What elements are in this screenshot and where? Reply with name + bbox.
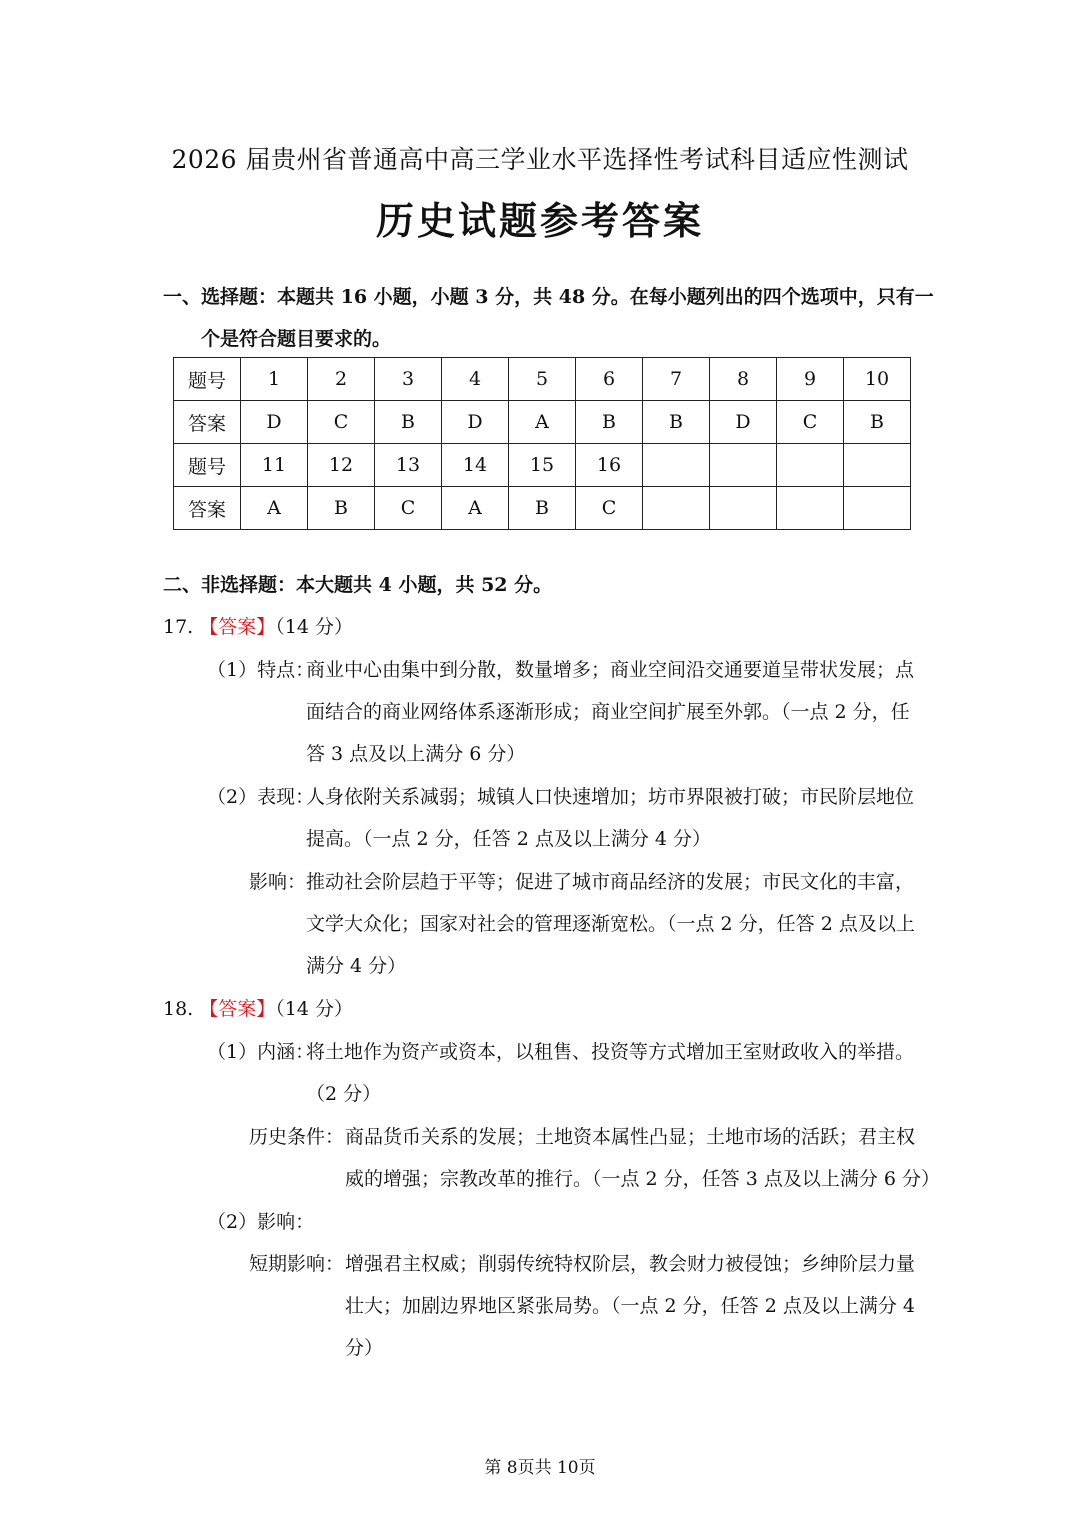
table-cell: B — [576, 401, 643, 444]
table-cell — [844, 444, 911, 487]
table-cell: 9 — [777, 358, 844, 401]
table-row — [174, 487, 911, 530]
table-cell: A — [442, 487, 509, 530]
q17-part2-line: 提高。（一点 2 分，任答 2 点及以上满分 4 分） — [306, 828, 712, 850]
q18-part1-line: （2 分） — [306, 1083, 382, 1105]
table-cell — [710, 487, 777, 530]
table-cell: 11 — [241, 444, 308, 487]
table-cell: 3 — [375, 358, 442, 401]
table-cell: 4 — [442, 358, 509, 401]
question-score: （14 分） — [275, 616, 353, 638]
table-cell-label: 题号 — [174, 444, 241, 487]
section2-heading: 二、非选择题：本大题共 4 小题，共 52 分。 — [163, 574, 553, 596]
q18-part1-label: （1）内涵： — [207, 1041, 315, 1063]
table-cell: 2 — [308, 358, 375, 401]
q17-part3-label: 影响： — [249, 871, 307, 893]
table-cell: B — [844, 401, 911, 444]
table-cell: B — [375, 401, 442, 444]
q18-part3-label: （2）影响： — [207, 1211, 315, 1233]
table-cell: C — [777, 401, 844, 444]
table-cell: 10 — [844, 358, 911, 401]
table-cell: 16 — [576, 444, 643, 487]
table-cell — [777, 487, 844, 530]
section1-heading: 一、选择题：本题共 16 小题，小题 3 分，共 48 分。在每小题列出的四个选项中，只有一 — [163, 286, 934, 308]
table-cell: B — [643, 401, 710, 444]
table-cell: 1 — [241, 358, 308, 401]
table-cell — [777, 444, 844, 487]
q17-header — [163, 612, 353, 639]
q18-header — [163, 994, 353, 1021]
q18-part4-line: 增强君主权威；削弱传统特权阶层，教会财力被侵蚀；乡绅阶层力量 — [345, 1253, 916, 1275]
table-cell: 8 — [710, 358, 777, 401]
page-footer: 第 8页共 10页 — [484, 1458, 596, 1478]
table-cell — [643, 444, 710, 487]
table-cell: 5 — [509, 358, 576, 401]
answer-table — [173, 357, 911, 530]
table-cell-label: 答案 — [174, 401, 241, 444]
table-cell-label: 答案 — [174, 487, 241, 530]
table-cell-label: 题号 — [174, 358, 241, 401]
q17-part1-line: 答 3 点及以上满分 6 分） — [306, 743, 526, 765]
q18-part4-label: 短期影响： — [249, 1253, 345, 1275]
table-cell: 14 — [442, 444, 509, 487]
table-cell: D — [241, 401, 308, 444]
table-cell: 6 — [576, 358, 643, 401]
q17-part1-line: 面结合的商业网络体系逐渐形成；商业空间扩展至外郭。（一点 2 分，任 — [306, 701, 910, 723]
table-cell: A — [241, 487, 308, 530]
table-cell: B — [509, 487, 576, 530]
question-score: （14 分） — [275, 998, 353, 1020]
table-cell: C — [576, 487, 643, 530]
table-row — [174, 444, 911, 487]
table-cell: 7 — [643, 358, 710, 401]
exam-subtitle: 2026 届贵州省普通高中高三学业水平选择性考试科目适应性测试 — [171, 145, 909, 174]
table-cell: C — [308, 401, 375, 444]
table-cell: D — [710, 401, 777, 444]
table-cell: 12 — [308, 444, 375, 487]
q17-part3-line: 文学大众化；国家对社会的管理逐渐宽松。（一点 2 分，任答 2 点及以上 — [306, 913, 915, 935]
section1-heading-cont: 个是符合题目要求的。 — [201, 328, 392, 350]
table-cell: B — [308, 487, 375, 530]
table-cell: 13 — [375, 444, 442, 487]
question-number: 18. — [163, 998, 194, 1020]
table-cell: D — [442, 401, 509, 444]
q18-part4-line: 壮大；加剧边界地区紧张局势。（一点 2 分，任答 2 点及以上满分 4 — [345, 1295, 915, 1317]
q18-part2-line: 商品货币关系的发展；土地资本属性凸显；土地市场的活跃；君主权 — [345, 1126, 916, 1148]
q17-part1-label: （1）特点： — [207, 659, 315, 681]
table-row — [174, 358, 911, 401]
q18-part1-line: 将土地作为资产或资本，以租售、投资等方式增加王室财政收入的举措。 — [306, 1041, 915, 1063]
table-row — [174, 401, 911, 444]
answer-tag: 【答案】 — [199, 616, 276, 638]
question-number: 17. — [163, 616, 194, 638]
page-title: 历史试题参考答案 — [375, 198, 704, 243]
q18-part2-line: 威的增强；宗教改革的推行。（一点 2 分，任答 3 点及以上满分 6 分） — [345, 1168, 941, 1190]
q17-part3-line: 推动社会阶层趋于平等；促进了城市商品经济的发展；市民文化的丰富， — [306, 871, 915, 893]
table-cell: A — [509, 401, 576, 444]
table-cell — [844, 487, 911, 530]
q17-part2-label: （2）表现： — [207, 786, 315, 808]
table-cell — [710, 444, 777, 487]
q17-part1-line: 商业中心由集中到分散，数量增多；商业空间沿交通要道呈带状发展；点 — [306, 659, 915, 681]
answer-tag: 【答案】 — [199, 998, 276, 1020]
table-cell: C — [375, 487, 442, 530]
table-cell — [643, 487, 710, 530]
q18-part2-label: 历史条件： — [249, 1126, 345, 1148]
q18-part4-line: 分） — [345, 1337, 384, 1359]
q17-part2-line: 人身依附关系减弱；城镇人口快速增加；坊市界限被打破；市民阶层地位 — [306, 786, 915, 808]
table-cell: 15 — [509, 444, 576, 487]
q17-part3-line: 满分 4 分） — [306, 955, 407, 977]
